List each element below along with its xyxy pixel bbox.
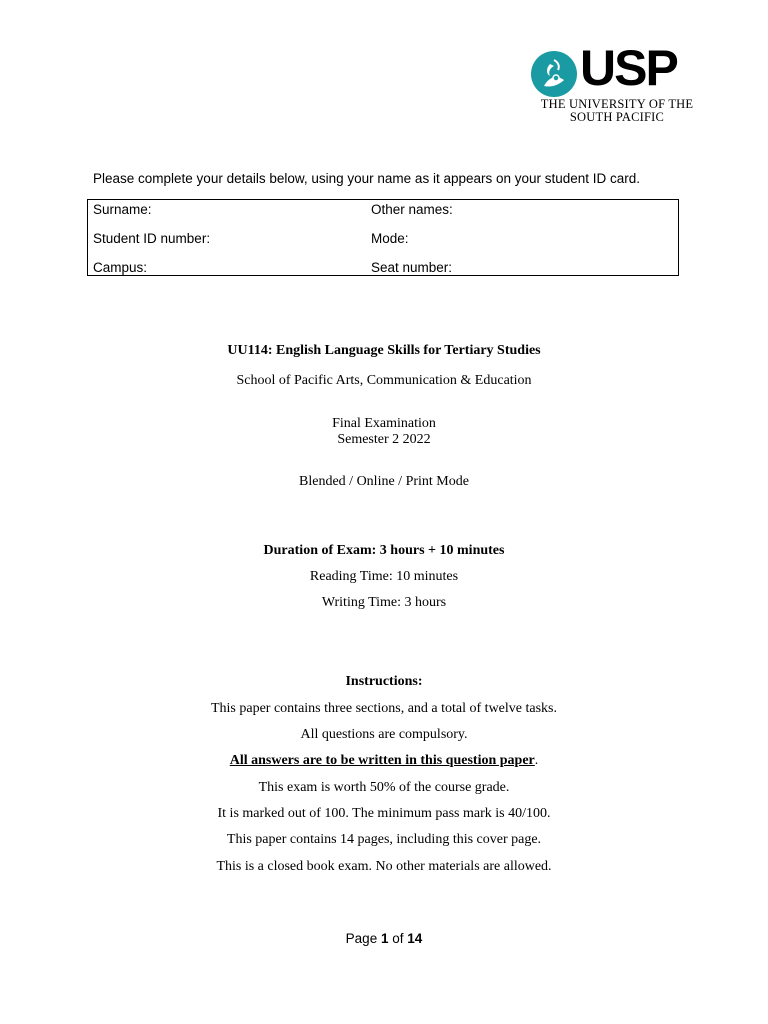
instruction-pass-mark: It is marked out of 100. The minimum pass mark is 40/100. [217, 806, 551, 821]
instruction-pages: This paper contains 14 pages, including this cover page. [226, 832, 542, 847]
university-name-line2: SOUTH PACIFIC [569, 110, 665, 124]
school-name: School of Pacific Arts, Communication & Education [236, 373, 532, 388]
page-number [0, 931, 768, 946]
total-pages: 14 [407, 931, 423, 946]
page-word: Page [345, 931, 378, 946]
instruction-sections: This paper contains three sections, and a total of twelve tasks. [210, 701, 557, 716]
instruction-answers [0, 753, 768, 769]
usp-logo [530, 40, 705, 130]
student-id-label: Student ID number: [93, 231, 211, 246]
seat-number-label: Seat number: [371, 260, 453, 275]
semester: Semester 2 2022 [337, 432, 431, 447]
instruction-worth: This exam is worth 50% of the course grade. [258, 780, 510, 795]
usp-wordmark: USP [580, 40, 677, 96]
mode-label: Mode: [371, 231, 409, 246]
student-details-box [87, 199, 679, 276]
university-name [532, 98, 702, 124]
delivery-mode: Blended / Online / Print Mode [299, 474, 469, 489]
campus-label: Campus: [93, 260, 148, 275]
details-instruction: Please complete your details below, using your name as it appears on your student ID card. [93, 171, 641, 186]
of-word: of [392, 931, 404, 946]
duration-heading: Duration of Exam: 3 hours + 10 minutes [263, 543, 505, 558]
course-title: UU114: English Language Skills for Tertiary Studies [227, 343, 541, 358]
answers-emphasis: All answers are to be written in this question paper [229, 753, 535, 768]
other-names-label: Other names: [371, 202, 453, 217]
reading-time: Reading Time: 10 minutes [309, 569, 459, 584]
exam-type: Final Examination [332, 416, 436, 431]
university-name-line1: THE UNIVERSITY OF THE [540, 97, 694, 111]
instruction-closed-book: This is a closed book exam. No other materials are allowed. [216, 859, 552, 874]
surname-label: Surname: [93, 202, 152, 217]
writing-time: Writing Time: 3 hours [321, 595, 447, 610]
answers-period: . [534, 753, 539, 768]
instruction-compulsory: All questions are compulsory. [300, 727, 468, 742]
current-page: 1 [380, 931, 389, 946]
usp-emblem-icon [530, 50, 578, 98]
instructions-heading: Instructions: [345, 674, 423, 689]
